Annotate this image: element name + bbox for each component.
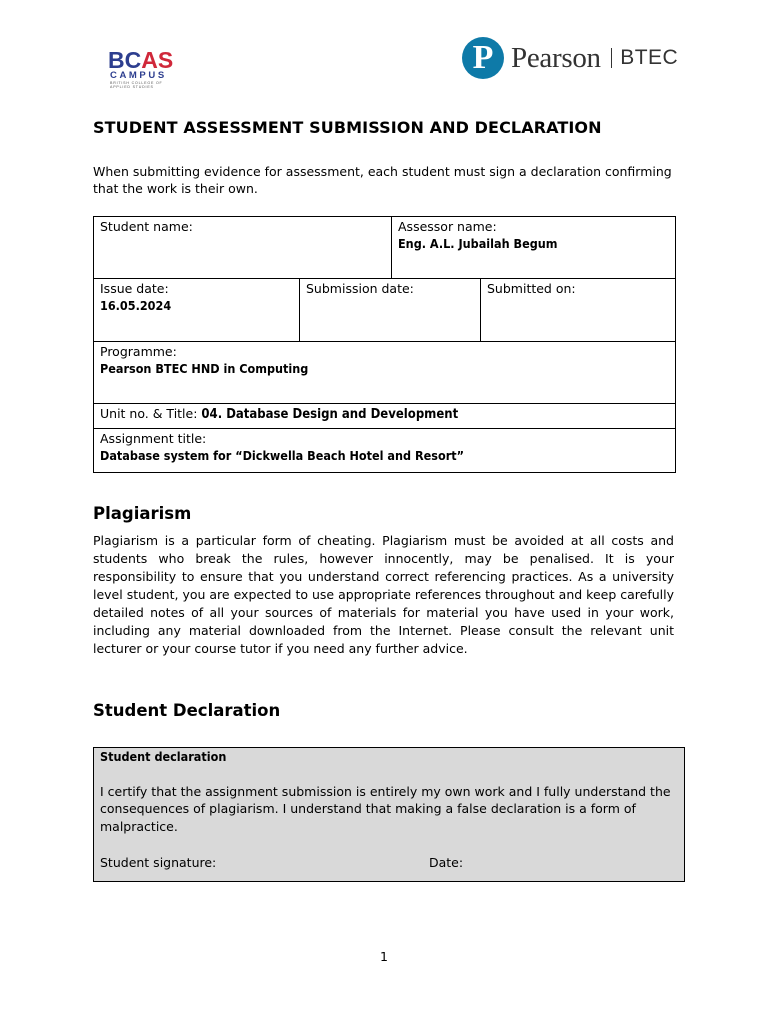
logo-divider <box>611 48 613 68</box>
bcas-wordmark: BCAS <box>108 47 174 73</box>
assessor-name-label: Assessor name: <box>398 219 497 234</box>
document-title: STUDENT ASSESSMENT SUBMISSION AND DECLARATION <box>93 118 602 137</box>
btec-wordmark: BTEC <box>620 46 679 69</box>
submitted-on-label: Submitted on: <box>487 281 576 296</box>
unit-label: Unit no. & Title: <box>100 406 198 421</box>
pearson-btec-logo <box>462 35 678 81</box>
issue-date-value: 16.05.2024 <box>100 298 172 313</box>
declaration-box <box>93 747 685 882</box>
programme-value: Pearson BTEC HND in Computing <box>100 361 309 376</box>
assessor-name-cell <box>391 216 676 279</box>
declaration-text: I certify that the assignment submission is entirely my own work and I fully understand the consequences of plagiarism. I understand that making a false declaration is a form of malpractice. <box>100 783 671 834</box>
unit-value: 04. Database Design and Development <box>201 407 459 422</box>
declaration-box-heading: Student declaration <box>100 749 227 764</box>
plagiarism-text: Plagiarism is a particular form of cheating. Plagiarism must be avoided at all costs and students who break the rules, however innocently, may be penalised. It is your responsibility to ensure that you understand correct referencing practices. As a university level student, you are expected to use appropriate references throughout and keep carefully detailed notes of all your sources of materials for material you have used in your work, including any material downloaded from the Internet. Please consult the relevant unit lecturer or your course tutor if you need any further advice. <box>93 533 674 656</box>
issue-date-label: Issue date: <box>100 281 169 296</box>
signature-date-label[interactable]: Date: <box>429 855 464 870</box>
programme-cell <box>93 341 676 404</box>
assignment-title-cell <box>93 428 676 473</box>
submission-date-label: Submission date: <box>306 281 414 296</box>
issue-date-cell <box>93 278 300 342</box>
student-signature-label[interactable]: Student signature: <box>100 855 217 870</box>
unit-cell <box>93 403 676 429</box>
signature-row <box>100 854 660 872</box>
assessor-name-value: Eng. A.L. Jubailah Begum <box>398 236 558 251</box>
assignment-title-label: Assignment title: <box>100 431 207 446</box>
programme-label: Programme: <box>100 344 177 359</box>
student-name-label: Student name: <box>100 219 193 234</box>
submission-date-cell[interactable] <box>299 278 481 342</box>
assignment-title-value: Database system for “Dickwella Beach Hotel and Resort” <box>100 448 465 463</box>
student-name-cell[interactable] <box>93 216 392 279</box>
bcas-campus-logo <box>108 49 192 95</box>
bcas-subtitle-2: APPLIED STUDIES <box>110 85 154 89</box>
page-number: 1 <box>380 949 388 964</box>
pearson-wordmark: Pearson <box>511 41 601 74</box>
student-declaration-heading: Student Declaration <box>93 701 281 720</box>
bcas-campus-text: CAMPUS <box>110 70 167 81</box>
bcas-subtitle-1: BRITISH COLLEGE OF <box>110 81 163 85</box>
intro-text: When submitting evidence for assessment, each student must sign a declaration confirming that the work is their own. <box>93 164 672 196</box>
plagiarism-heading: Plagiarism <box>93 504 192 523</box>
submitted-on-cell[interactable] <box>480 278 676 342</box>
pearson-p-icon: P <box>462 37 504 79</box>
